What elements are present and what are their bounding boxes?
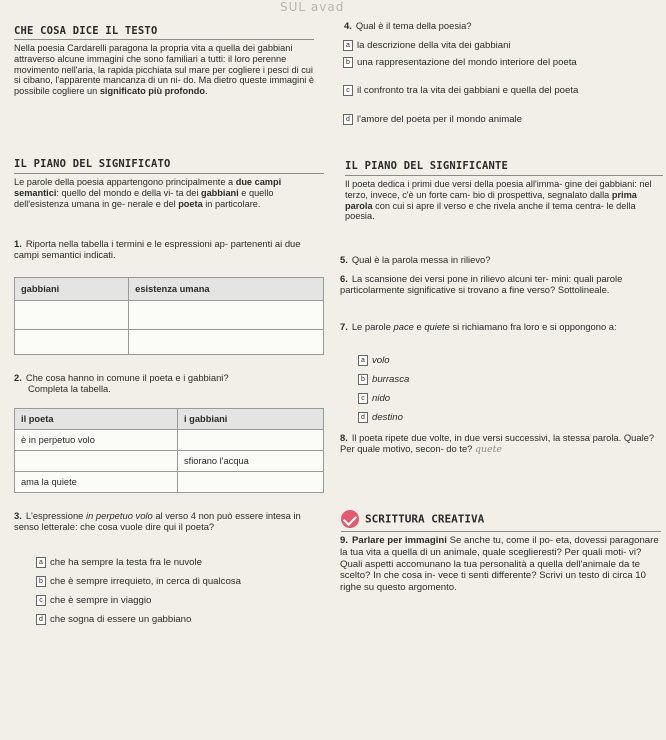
section-title: CHE COSA DICE IL TESTO xyxy=(14,25,158,37)
section-paragraph: Le parole della poesia appartengono principalmente a due campi semantici: quello del mondo e della vi- ta dei gabbiani e quello dell'esistenza umana in ge- nerale e del poeta in particolare. xyxy=(14,177,282,209)
handwritten-note: SUL avad xyxy=(280,0,345,14)
question-7: 7. Le parole pace e quiete si richiamano fra loro e si oppongono a: xyxy=(340,321,617,332)
question-4: 4. Qual è il tema della poesia? xyxy=(344,20,472,31)
option-d[interactable]: d l'amore del poeta per il mondo animale xyxy=(343,114,643,126)
divider xyxy=(14,39,314,40)
table-cell-input[interactable] xyxy=(129,301,324,330)
question-1: 1. Riporta nella tabella i termini e le espressioni ap- partenenti ai due campi semantici indicati. xyxy=(14,238,301,260)
question-6: 6. La scansione dei versi pone in rilievo alcuni ter- mini: quali parole particolarmente significative si trovano a fine verso? Sottolineale. xyxy=(340,273,623,295)
table-cell-input[interactable] xyxy=(129,330,324,355)
section-title: IL PIANO DEL SIGNIFICATO xyxy=(14,158,171,170)
table-cell-input[interactable] xyxy=(15,330,129,355)
option-b[interactable]: b burrasca xyxy=(358,374,409,386)
table-header: i gabbiani xyxy=(178,409,324,430)
option-c[interactable]: c nido xyxy=(358,393,390,405)
table-campi-semantici xyxy=(14,277,324,355)
question-2: 2. Che cosa hanno in comune il poeta e i gabbiani? Completa la tabella. xyxy=(14,372,229,394)
pencil-badge-icon xyxy=(341,510,359,528)
option-b[interactable]: b una rappresentazione del mondo interiore del poeta xyxy=(343,57,643,69)
option-a[interactable]: a che ha sempre la testa fra le nuvole xyxy=(36,557,202,569)
table-poeta-gabbiani xyxy=(14,408,324,493)
option-c[interactable]: c il confronto tra la vita dei gabbiani e quella del poeta xyxy=(343,85,643,97)
section-title: IL PIANO DEL SIGNIFICANTE xyxy=(345,160,509,172)
table-cell-input[interactable] xyxy=(15,301,129,330)
section-paragraph: Nella poesia Cardarelli paragona la propria vita a quella dei gabbiani attraverso alcune immagini che sono familiari a tutti: il loro perenne movimento nell'aria, la rapida picchiata sul mare per cogliere i pesci di cui si cibano, l'apparente mancanza di un ni- do. Ma dietro queste immagini è possibile cogliere un significato più profondo. xyxy=(14,43,315,97)
scrittura-creativa-header: SCRITTURA CREATIVA xyxy=(341,510,661,532)
option-d[interactable]: d destino xyxy=(358,412,403,424)
question-3: 3. L'espressione in perpetuo volo al verso 4 non può essere intesa in senso letterale: che cosa vuole dire qui il poeta? xyxy=(14,510,301,532)
handwritten-answer: quete xyxy=(474,444,502,455)
table-header: il poeta xyxy=(15,409,178,430)
divider xyxy=(14,173,324,174)
table-row: è in perpetuo volo xyxy=(15,430,324,451)
divider xyxy=(341,531,661,532)
table-header: gabbiani xyxy=(15,278,129,301)
table-row: sfiorano l'acqua xyxy=(15,451,324,472)
section-piano-del-significato xyxy=(14,158,324,209)
option-a[interactable]: a volo xyxy=(358,355,390,367)
section-che-cosa-dice-il-testo xyxy=(14,25,314,97)
option-c[interactable]: c che è sempre in viaggio xyxy=(36,595,151,607)
question-9: 9. Parlare per immagini Se anche tu, come il po- eta, dovessi paragonare la tua vita a quella di un animale, quale sceglieresti? Per quali moti- vi? Quali aspetti accomunano la tua personalità a quella dell'animale da te scelto? In che cosa in- vece ti senti differente? Scrivi un testo di circa 10 righe su questo argomento. xyxy=(340,535,659,594)
question-5: 5. Qual è la parola messa in rilievo? xyxy=(340,254,491,265)
section-paragraph: Il poeta dedica i primi due versi della poesia all'imma- gine dei gabbiani: nel terzo, invece, c'è un forte cam- bio di prospettiva, segnalato dalla prima parola con cui si apre il verso e che rivela anche il tema centra- le della poesia. xyxy=(345,179,652,222)
option-b[interactable]: b che è sempre irrequieto, in cerca di qualcosa xyxy=(36,576,241,588)
section-piano-del-significante xyxy=(345,160,663,222)
option-d[interactable]: d che sogna di essere un gabbiano xyxy=(36,614,191,626)
divider xyxy=(345,175,663,176)
table-row: ama la quiete xyxy=(15,472,324,493)
question-8: 8. Il poeta ripete due volte, in due versi successivi, la stessa parola. Quale? Per quale motivo, secon- do te? quete xyxy=(340,432,655,455)
table-header: esistenza umana xyxy=(129,278,324,301)
option-a[interactable]: a la descrizione della vita dei gabbiani xyxy=(343,40,643,52)
